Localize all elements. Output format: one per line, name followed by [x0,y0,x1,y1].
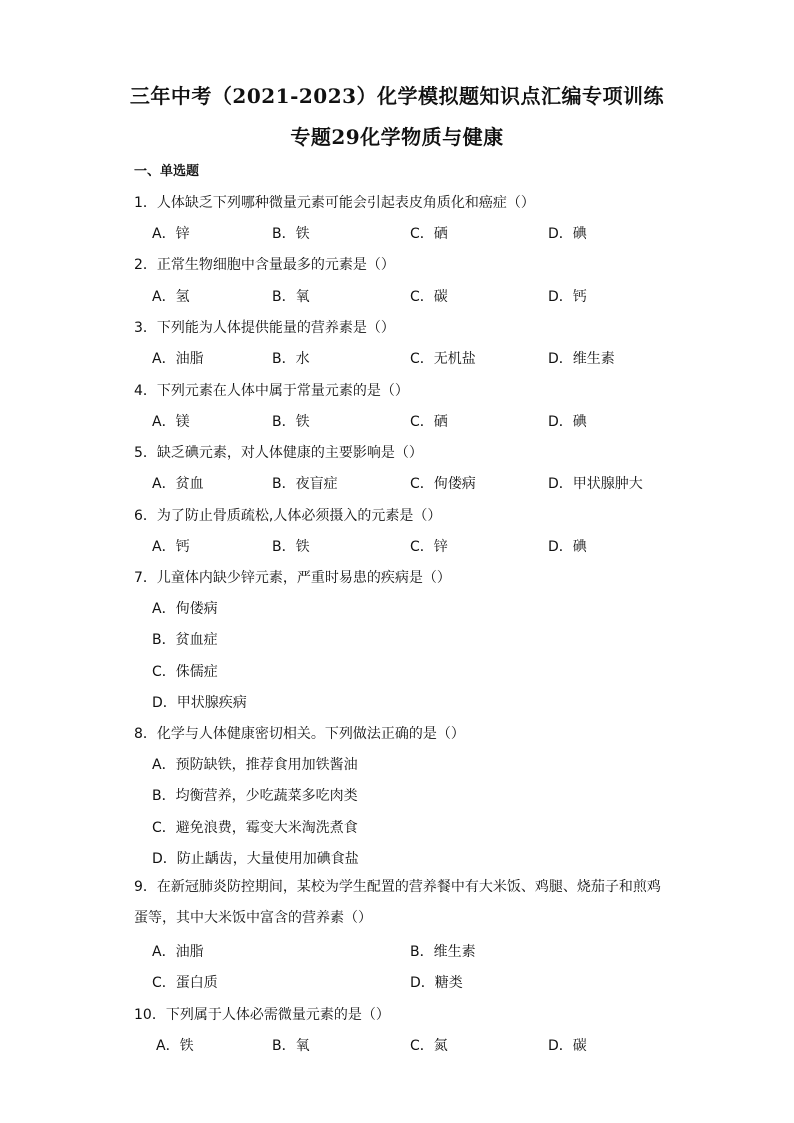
option-c: C．佝偻病 [410,476,476,492]
question-text: 9．在新冠肺炎防控期间，某校为学生配置的营养餐中有大米饭、鸡腿、烧茄子和煎鸡蛋等，其中大米饭中富含的营养素（） [134,879,661,926]
option-a: A．佝偻病 [152,601,218,617]
option-c: C．碳 [410,289,448,305]
question-text: 6．为了防止骨质疏松,人体必须摄入的元素是（） [134,508,442,524]
option-b: B．氧 [272,1038,310,1054]
question-text: 8．化学与人体健康密切相关。下列做法正确的是（） [134,726,465,742]
option-a: A．锌 [152,226,190,242]
question-text: 2．正常生物细胞中含量最多的元素是（） [134,257,395,273]
option-a: A．铁 [156,1038,194,1054]
question-text: 7．儿童体内缺少锌元素，严重时易患的疾病是（） [134,570,451,586]
option-d: D．糖类 [410,975,463,991]
option-c: C．蛋白质 [152,975,218,991]
option-c: C．无机盐 [410,351,476,367]
option-b: B．铁 [272,414,310,430]
option-d: D．碳 [548,1038,587,1054]
option-c: C．锌 [410,539,448,555]
option-d: D．碘 [548,414,587,430]
option-d: D．钙 [548,289,587,305]
option-d: D．甲状腺肿大 [548,476,643,492]
option-b: B．均衡营养，少吃蔬菜多吃肉类 [152,788,358,804]
option-c: C．硒 [410,414,448,430]
option-c: C．硒 [410,226,448,242]
option-c: C．氮 [410,1038,448,1054]
option-b: B．氧 [272,289,310,305]
option-d: D．甲状腺疾病 [152,695,247,711]
option-b: B．铁 [272,226,310,242]
option-a: A．贫血 [152,476,204,492]
option-d: D．碘 [548,226,587,242]
section-heading: 一、单选题 [134,164,200,179]
option-c: C．侏儒症 [152,664,218,680]
option-c: C．避免浪费，霉变大米淘洗煮食 [152,820,358,836]
option-a: A．油脂 [152,351,204,367]
option-a: A．油脂 [152,944,204,960]
option-b: B．夜盲症 [272,476,338,492]
document-subtitle: 专题29化学物质与健康 [290,125,504,149]
option-a: A．预防缺铁，推荐食用加铁酱油 [152,757,358,773]
option-d: D．碘 [548,539,587,555]
option-d: D．维生素 [548,351,615,367]
option-a: A．氢 [152,289,190,305]
option-b: B．贫血症 [152,632,218,648]
option-a: A．镁 [152,414,190,430]
question-text: 3．下列能为人体提供能量的营养素是（） [134,320,395,336]
document-title: 三年中考（2021-2023）化学模拟题知识点汇编专项训练 [129,84,665,108]
question-text: 4．下列元素在人体中属于常量元素的是（） [134,383,409,399]
question-text: 10．下列属于人体必需微量元素的是（） [134,1007,390,1023]
option-b: B．维生素 [410,944,476,960]
option-a: A．钙 [152,539,190,555]
question-text: 1．人体缺乏下列哪种微量元素可能会引起表皮角质化和癌症（） [134,195,535,211]
option-d: D．防止龋齿，大量使用加碘食盐 [152,851,359,867]
question-text: 5．缺乏碘元素，对人体健康的主要影响是（） [134,445,423,461]
option-b: B．铁 [272,539,310,555]
option-b: B．水 [272,351,310,367]
